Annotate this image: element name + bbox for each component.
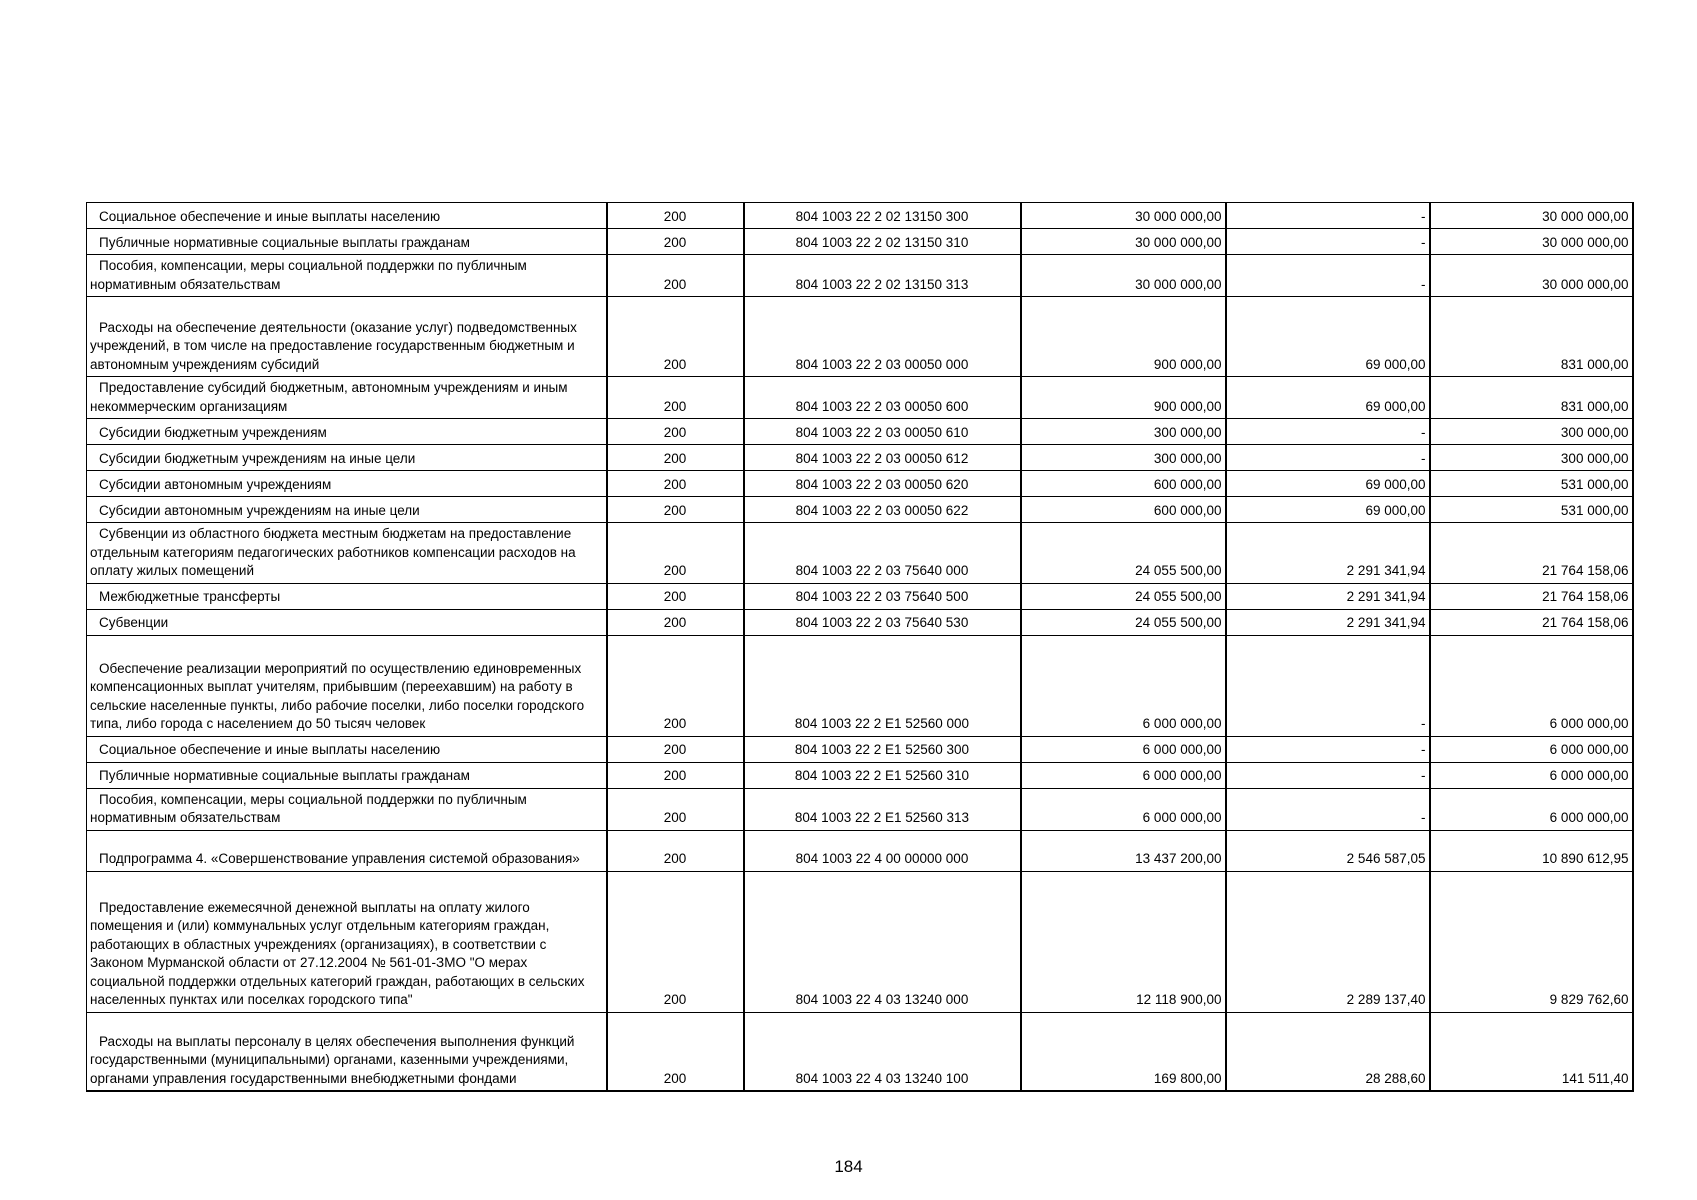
budget-execution-table bbox=[86, 202, 1634, 1092]
row-approved-cell: 900 000,00 bbox=[1021, 377, 1226, 419]
row-approved-cell: 30 000 000,00 bbox=[1021, 203, 1226, 229]
table-row bbox=[87, 609, 1633, 635]
row-name-cell: Расходы на выплаты персоналу в целях обеспечения выполнения функций государственными (муниципальными) органами, казенными учреждениями, органами управления государственными внебюджетными фондами bbox=[87, 1012, 607, 1091]
row-code-cell: 200 bbox=[607, 471, 744, 497]
table-row bbox=[87, 229, 1633, 255]
row-code-cell: 200 bbox=[607, 736, 744, 762]
row-unexecuted-cell: 300 000,00 bbox=[1430, 419, 1633, 445]
table-row bbox=[87, 830, 1633, 871]
row-kbk-cell: 804 1003 22 2 03 00050 000 bbox=[744, 297, 1021, 377]
row-approved-cell: 13 437 200,00 bbox=[1021, 830, 1226, 871]
row-code-cell: 200 bbox=[607, 377, 744, 419]
row-name-cell: Предоставление субсидий бюджетным, автономным учреждениям и иным некоммерческим организациям bbox=[87, 377, 607, 419]
page-number: 184 bbox=[834, 1157, 863, 1176]
row-code-cell: 200 bbox=[607, 419, 744, 445]
row-executed-cell: - bbox=[1226, 788, 1430, 830]
row-executed-cell: - bbox=[1226, 736, 1430, 762]
row-approved-cell: 24 055 500,00 bbox=[1021, 609, 1226, 635]
row-unexecuted-cell: 21 764 158,06 bbox=[1430, 609, 1633, 635]
table-row bbox=[87, 762, 1633, 788]
table-row bbox=[87, 635, 1633, 736]
row-approved-cell: 6 000 000,00 bbox=[1021, 788, 1226, 830]
table-row bbox=[87, 297, 1633, 377]
row-code-cell: 200 bbox=[607, 445, 744, 471]
row-approved-cell: 300 000,00 bbox=[1021, 419, 1226, 445]
row-code-cell: 200 bbox=[607, 255, 744, 297]
row-approved-cell: 300 000,00 bbox=[1021, 445, 1226, 471]
row-approved-cell: 169 800,00 bbox=[1021, 1012, 1226, 1091]
row-kbk-cell: 804 1003 22 2 03 75640 500 bbox=[744, 583, 1021, 609]
row-executed-cell: - bbox=[1226, 635, 1430, 736]
row-kbk-cell: 804 1003 22 2 03 00050 600 bbox=[744, 377, 1021, 419]
row-executed-cell: - bbox=[1226, 255, 1430, 297]
row-name-cell: Предоставление ежемесячной денежной выплаты на оплату жилого помещения и (или) коммунальных услуг отдельным категориям граждан, работающих в областных учреждениях (организациях), в соответствии с Законом Мурманской области от 27.12.2004 № 561-01-ЗМО "О мерах социальной поддержки отдельных категорий граждан, работающих в сельских населенных пунктах или поселках городского типа" bbox=[87, 871, 607, 1012]
table-row bbox=[87, 871, 1633, 1012]
row-code-cell: 200 bbox=[607, 203, 744, 229]
row-kbk-cell: 804 1003 22 2 02 13150 313 bbox=[744, 255, 1021, 297]
row-kbk-cell: 804 1003 22 2 E1 52560 310 bbox=[744, 762, 1021, 788]
row-name-cell: Расходы на обеспечение деятельности (оказание услуг) подведомственных учреждений, в том числе на предоставление государственным бюджетным и автономным учреждениям субсидий bbox=[87, 297, 607, 377]
row-executed-cell: - bbox=[1226, 229, 1430, 255]
row-unexecuted-cell: 6 000 000,00 bbox=[1430, 736, 1633, 762]
row-name-cell: Социальное обеспечение и иные выплаты населению bbox=[87, 203, 607, 229]
table-row bbox=[87, 255, 1633, 297]
row-unexecuted-cell: 30 000 000,00 bbox=[1430, 255, 1633, 297]
row-code-cell: 200 bbox=[607, 830, 744, 871]
row-unexecuted-cell: 6 000 000,00 bbox=[1430, 762, 1633, 788]
row-kbk-cell: 804 1003 22 4 03 13240 000 bbox=[744, 871, 1021, 1012]
table-row bbox=[87, 1012, 1633, 1091]
row-name-cell: Пособия, компенсации, меры социальной поддержки по публичным нормативным обязательствам bbox=[87, 788, 607, 830]
row-executed-cell: - bbox=[1226, 419, 1430, 445]
table-row bbox=[87, 523, 1633, 584]
row-approved-cell: 900 000,00 bbox=[1021, 297, 1226, 377]
row-unexecuted-cell: 6 000 000,00 bbox=[1430, 635, 1633, 736]
row-unexecuted-cell: 9 829 762,60 bbox=[1430, 871, 1633, 1012]
row-name-cell: Пособия, компенсации, меры социальной поддержки по публичным нормативным обязательствам bbox=[87, 255, 607, 297]
row-code-cell: 200 bbox=[607, 297, 744, 377]
row-unexecuted-cell: 6 000 000,00 bbox=[1430, 788, 1633, 830]
row-code-cell: 200 bbox=[607, 1012, 744, 1091]
row-executed-cell: - bbox=[1226, 445, 1430, 471]
row-executed-cell: 2 291 341,94 bbox=[1226, 523, 1430, 584]
row-code-cell: 200 bbox=[607, 609, 744, 635]
row-unexecuted-cell: 831 000,00 bbox=[1430, 297, 1633, 377]
table-row bbox=[87, 471, 1633, 497]
row-approved-cell: 30 000 000,00 bbox=[1021, 229, 1226, 255]
row-executed-cell: - bbox=[1226, 203, 1430, 229]
row-unexecuted-cell: 30 000 000,00 bbox=[1430, 229, 1633, 255]
row-name-cell: Обеспечение реализации мероприятий по осуществлению единовременных компенсационных выплат учителям, прибывшим (переехавшим) на работу в сельские населенные пункты, либо рабочие поселки, либо поселки городского типа, либо города с населением до 50 тысяч человек bbox=[87, 635, 607, 736]
row-kbk-cell: 804 1003 22 2 03 00050 610 bbox=[744, 419, 1021, 445]
row-name-cell: Субсидии автономным учреждениям bbox=[87, 471, 607, 497]
row-unexecuted-cell: 141 511,40 bbox=[1430, 1012, 1633, 1091]
row-approved-cell: 12 118 900,00 bbox=[1021, 871, 1226, 1012]
row-name-cell: Субвенции bbox=[87, 609, 607, 635]
row-name-cell: Публичные нормативные социальные выплаты гражданам bbox=[87, 229, 607, 255]
row-kbk-cell: 804 1003 22 2 E1 52560 313 bbox=[744, 788, 1021, 830]
row-executed-cell: 28 288,60 bbox=[1226, 1012, 1430, 1091]
row-kbk-cell: 804 1003 22 2 03 00050 620 bbox=[744, 471, 1021, 497]
row-name-cell: Публичные нормативные социальные выплаты гражданам bbox=[87, 762, 607, 788]
row-unexecuted-cell: 10 890 612,95 bbox=[1430, 830, 1633, 871]
row-approved-cell: 24 055 500,00 bbox=[1021, 583, 1226, 609]
row-executed-cell: 69 000,00 bbox=[1226, 471, 1430, 497]
row-approved-cell: 6 000 000,00 bbox=[1021, 736, 1226, 762]
table-row bbox=[87, 377, 1633, 419]
table-row bbox=[87, 203, 1633, 229]
row-unexecuted-cell: 30 000 000,00 bbox=[1430, 203, 1633, 229]
row-name-cell: Субвенции из областного бюджета местным бюджетам на предоставление отдельным категориям педагогических работников компенсации расходов на оплату жилых помещений bbox=[87, 523, 607, 584]
row-approved-cell: 24 055 500,00 bbox=[1021, 523, 1226, 584]
row-code-cell: 200 bbox=[607, 788, 744, 830]
row-kbk-cell: 804 1003 22 4 03 13240 100 bbox=[744, 1012, 1021, 1091]
row-executed-cell: 69 000,00 bbox=[1226, 377, 1430, 419]
table-row bbox=[87, 497, 1633, 523]
row-approved-cell: 600 000,00 bbox=[1021, 471, 1226, 497]
row-kbk-cell: 804 1003 22 2 02 13150 310 bbox=[744, 229, 1021, 255]
row-executed-cell: 2 546 587,05 bbox=[1226, 830, 1430, 871]
table-row bbox=[87, 736, 1633, 762]
row-unexecuted-cell: 831 000,00 bbox=[1430, 377, 1633, 419]
row-code-cell: 200 bbox=[607, 583, 744, 609]
row-executed-cell: - bbox=[1226, 762, 1430, 788]
row-executed-cell: 2 291 341,94 bbox=[1226, 583, 1430, 609]
row-kbk-cell: 804 1003 22 2 03 00050 612 bbox=[744, 445, 1021, 471]
row-name-cell: Субсидии бюджетным учреждениям на иные цели bbox=[87, 445, 607, 471]
table-row bbox=[87, 445, 1633, 471]
row-kbk-cell: 804 1003 22 2 03 75640 530 bbox=[744, 609, 1021, 635]
row-kbk-cell: 804 1003 22 2 02 13150 300 bbox=[744, 203, 1021, 229]
table-row bbox=[87, 788, 1633, 830]
row-unexecuted-cell: 531 000,00 bbox=[1430, 497, 1633, 523]
row-approved-cell: 600 000,00 bbox=[1021, 497, 1226, 523]
row-code-cell: 200 bbox=[607, 871, 744, 1012]
table-row bbox=[87, 583, 1633, 609]
row-code-cell: 200 bbox=[607, 762, 744, 788]
row-approved-cell: 30 000 000,00 bbox=[1021, 255, 1226, 297]
row-unexecuted-cell: 21 764 158,06 bbox=[1430, 523, 1633, 584]
row-name-cell: Социальное обеспечение и иные выплаты населению bbox=[87, 736, 607, 762]
row-code-cell: 200 bbox=[607, 497, 744, 523]
row-name-cell: Межбюджетные трансферты bbox=[87, 583, 607, 609]
row-kbk-cell: 804 1003 22 2 03 00050 622 bbox=[744, 497, 1021, 523]
row-executed-cell: 2 289 137,40 bbox=[1226, 871, 1430, 1012]
row-name-cell: Субсидии бюджетным учреждениям bbox=[87, 419, 607, 445]
row-kbk-cell: 804 1003 22 2 E1 52560 000 bbox=[744, 635, 1021, 736]
row-name-cell: Подпрограмма 4. «Совершенствование управления системой образования» bbox=[87, 830, 607, 871]
row-code-cell: 200 bbox=[607, 635, 744, 736]
row-executed-cell: 2 291 341,94 bbox=[1226, 609, 1430, 635]
row-executed-cell: 69 000,00 bbox=[1226, 497, 1430, 523]
row-unexecuted-cell: 531 000,00 bbox=[1430, 471, 1633, 497]
table-row bbox=[87, 419, 1633, 445]
row-code-cell: 200 bbox=[607, 523, 744, 584]
row-executed-cell: 69 000,00 bbox=[1226, 297, 1430, 377]
row-kbk-cell: 804 1003 22 4 00 00000 000 bbox=[744, 830, 1021, 871]
row-kbk-cell: 804 1003 22 2 03 75640 000 bbox=[744, 523, 1021, 584]
row-kbk-cell: 804 1003 22 2 E1 52560 300 bbox=[744, 736, 1021, 762]
row-approved-cell: 6 000 000,00 bbox=[1021, 762, 1226, 788]
row-code-cell: 200 bbox=[607, 229, 744, 255]
row-name-cell: Субсидии автономным учреждениям на иные цели bbox=[87, 497, 607, 523]
row-approved-cell: 6 000 000,00 bbox=[1021, 635, 1226, 736]
row-unexecuted-cell: 300 000,00 bbox=[1430, 445, 1633, 471]
row-unexecuted-cell: 21 764 158,06 bbox=[1430, 583, 1633, 609]
